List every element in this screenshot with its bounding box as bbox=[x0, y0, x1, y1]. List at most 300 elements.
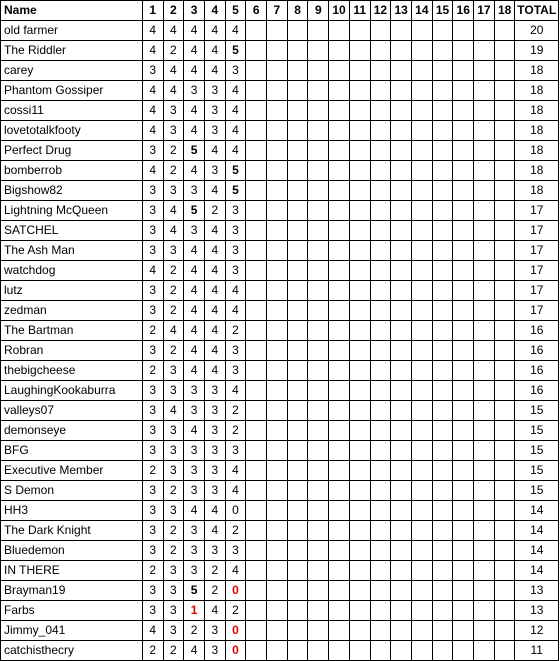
score-cell: 3 bbox=[225, 221, 246, 241]
empty-score-cell bbox=[349, 341, 370, 361]
total-cell: 15 bbox=[515, 401, 559, 421]
score-cell: 4 bbox=[204, 361, 225, 381]
header-hole-8: 8 bbox=[287, 1, 308, 21]
table-row bbox=[1, 41, 559, 61]
empty-score-cell bbox=[474, 241, 495, 261]
score-cell: 3 bbox=[142, 201, 163, 221]
score-cell: 4 bbox=[184, 301, 205, 321]
empty-score-cell bbox=[267, 641, 288, 661]
table-row bbox=[1, 361, 559, 381]
player-name: LaughingKookaburra bbox=[1, 381, 143, 401]
empty-score-cell bbox=[349, 461, 370, 481]
score-cell: 4 bbox=[163, 21, 184, 41]
empty-score-cell bbox=[453, 501, 474, 521]
empty-score-cell bbox=[329, 441, 350, 461]
empty-score-cell bbox=[391, 541, 412, 561]
score-cell: 3 bbox=[225, 261, 246, 281]
score-cell: 2 bbox=[142, 561, 163, 581]
empty-score-cell bbox=[287, 321, 308, 341]
empty-score-cell bbox=[267, 601, 288, 621]
score-cell: 3 bbox=[142, 501, 163, 521]
empty-score-cell bbox=[411, 321, 432, 341]
total-cell: 18 bbox=[515, 61, 559, 81]
total-cell: 17 bbox=[515, 221, 559, 241]
empty-score-cell bbox=[370, 341, 391, 361]
score-cell: 4 bbox=[163, 61, 184, 81]
score-cell: 3 bbox=[163, 241, 184, 261]
empty-score-cell bbox=[411, 161, 432, 181]
empty-score-cell bbox=[411, 261, 432, 281]
empty-score-cell bbox=[494, 461, 515, 481]
score-cell: 2 bbox=[142, 461, 163, 481]
score-cell: 3 bbox=[225, 61, 246, 81]
score-cell: 3 bbox=[184, 181, 205, 201]
empty-score-cell bbox=[267, 561, 288, 581]
table-row bbox=[1, 501, 559, 521]
empty-score-cell bbox=[329, 61, 350, 81]
score-cell: 3 bbox=[225, 441, 246, 461]
score-cell: 3 bbox=[225, 361, 246, 381]
empty-score-cell bbox=[474, 321, 495, 341]
player-name: The Ash Man bbox=[1, 241, 143, 261]
empty-score-cell bbox=[494, 41, 515, 61]
empty-score-cell bbox=[432, 641, 453, 661]
table-row bbox=[1, 621, 559, 641]
header-hole-4: 4 bbox=[204, 1, 225, 21]
score-cell: 4 bbox=[142, 261, 163, 281]
empty-score-cell bbox=[308, 221, 329, 241]
empty-score-cell bbox=[349, 441, 370, 461]
empty-score-cell bbox=[308, 381, 329, 401]
header-hole-12: 12 bbox=[370, 1, 391, 21]
score-cell: 4 bbox=[163, 401, 184, 421]
empty-score-cell bbox=[494, 481, 515, 501]
score-cell: 4 bbox=[225, 21, 246, 41]
score-cell: 4 bbox=[142, 21, 163, 41]
table-row bbox=[1, 181, 559, 201]
score-cell: 3 bbox=[163, 381, 184, 401]
score-cell: 0 bbox=[225, 501, 246, 521]
score-cell: 0 bbox=[225, 581, 246, 601]
empty-score-cell bbox=[308, 261, 329, 281]
score-cell: 3 bbox=[142, 481, 163, 501]
empty-score-cell bbox=[474, 101, 495, 121]
empty-score-cell bbox=[308, 361, 329, 381]
score-cell: 4 bbox=[225, 141, 246, 161]
score-cell: 4 bbox=[184, 161, 205, 181]
empty-score-cell bbox=[246, 241, 267, 261]
empty-score-cell bbox=[391, 161, 412, 181]
player-name: catchisthecry bbox=[1, 641, 143, 661]
header-hole-7: 7 bbox=[267, 1, 288, 21]
empty-score-cell bbox=[349, 101, 370, 121]
empty-score-cell bbox=[349, 401, 370, 421]
empty-score-cell bbox=[494, 501, 515, 521]
empty-score-cell bbox=[287, 481, 308, 501]
empty-score-cell bbox=[474, 261, 495, 281]
empty-score-cell bbox=[474, 501, 495, 521]
empty-score-cell bbox=[474, 221, 495, 241]
table-row bbox=[1, 241, 559, 261]
empty-score-cell bbox=[453, 401, 474, 421]
score-cell: 3 bbox=[142, 341, 163, 361]
empty-score-cell bbox=[391, 41, 412, 61]
empty-score-cell bbox=[391, 61, 412, 81]
total-cell: 15 bbox=[515, 421, 559, 441]
empty-score-cell bbox=[391, 641, 412, 661]
empty-score-cell bbox=[349, 141, 370, 161]
empty-score-cell bbox=[432, 601, 453, 621]
header-hole-5: 5 bbox=[225, 1, 246, 21]
player-name: Bigshow82 bbox=[1, 181, 143, 201]
empty-score-cell bbox=[494, 81, 515, 101]
player-name: BFG bbox=[1, 441, 143, 461]
empty-score-cell bbox=[267, 81, 288, 101]
score-cell: 3 bbox=[142, 281, 163, 301]
empty-score-cell bbox=[453, 461, 474, 481]
empty-score-cell bbox=[432, 41, 453, 61]
empty-score-cell bbox=[246, 401, 267, 421]
empty-score-cell bbox=[246, 341, 267, 361]
empty-score-cell bbox=[411, 561, 432, 581]
score-cell: 2 bbox=[204, 201, 225, 221]
empty-score-cell bbox=[391, 241, 412, 261]
empty-score-cell bbox=[370, 581, 391, 601]
empty-score-cell bbox=[308, 601, 329, 621]
empty-score-cell bbox=[453, 41, 474, 61]
empty-score-cell bbox=[267, 421, 288, 441]
empty-score-cell bbox=[308, 581, 329, 601]
table-body bbox=[1, 21, 559, 661]
player-name: Brayman19 bbox=[1, 581, 143, 601]
score-cell: 2 bbox=[225, 321, 246, 341]
empty-score-cell bbox=[474, 521, 495, 541]
empty-score-cell bbox=[308, 121, 329, 141]
empty-score-cell bbox=[267, 301, 288, 321]
empty-score-cell bbox=[329, 361, 350, 381]
empty-score-cell bbox=[329, 461, 350, 481]
empty-score-cell bbox=[411, 281, 432, 301]
empty-score-cell bbox=[474, 481, 495, 501]
empty-score-cell bbox=[370, 361, 391, 381]
empty-score-cell bbox=[453, 381, 474, 401]
empty-score-cell bbox=[370, 261, 391, 281]
empty-score-cell bbox=[391, 201, 412, 221]
empty-score-cell bbox=[246, 221, 267, 241]
score-cell: 4 bbox=[204, 281, 225, 301]
empty-score-cell bbox=[349, 361, 370, 381]
empty-score-cell bbox=[370, 121, 391, 141]
empty-score-cell bbox=[494, 441, 515, 461]
empty-score-cell bbox=[370, 421, 391, 441]
score-cell: 1 bbox=[184, 601, 205, 621]
score-cell: 3 bbox=[142, 301, 163, 321]
empty-score-cell bbox=[432, 101, 453, 121]
empty-score-cell bbox=[370, 281, 391, 301]
empty-score-cell bbox=[267, 521, 288, 541]
score-cell: 4 bbox=[142, 121, 163, 141]
score-cell: 3 bbox=[204, 481, 225, 501]
empty-score-cell bbox=[349, 601, 370, 621]
total-cell: 15 bbox=[515, 461, 559, 481]
empty-score-cell bbox=[287, 461, 308, 481]
header-hole-2: 2 bbox=[163, 1, 184, 21]
score-cell: 2 bbox=[163, 261, 184, 281]
score-cell: 4 bbox=[184, 241, 205, 261]
score-cell: 3 bbox=[225, 241, 246, 261]
empty-score-cell bbox=[391, 481, 412, 501]
empty-score-cell bbox=[411, 221, 432, 241]
score-cell: 4 bbox=[204, 41, 225, 61]
score-cell: 3 bbox=[184, 461, 205, 481]
score-cell: 3 bbox=[163, 561, 184, 581]
empty-score-cell bbox=[474, 281, 495, 301]
empty-score-cell bbox=[349, 21, 370, 41]
empty-score-cell bbox=[267, 241, 288, 261]
empty-score-cell bbox=[494, 641, 515, 661]
empty-score-cell bbox=[432, 241, 453, 261]
score-cell: 3 bbox=[142, 541, 163, 561]
empty-score-cell bbox=[411, 601, 432, 621]
score-cell: 4 bbox=[184, 341, 205, 361]
empty-score-cell bbox=[329, 401, 350, 421]
empty-score-cell bbox=[494, 581, 515, 601]
score-cell: 3 bbox=[142, 241, 163, 261]
score-cell: 4 bbox=[184, 361, 205, 381]
empty-score-cell bbox=[494, 561, 515, 581]
score-cell: 3 bbox=[204, 461, 225, 481]
empty-score-cell bbox=[267, 101, 288, 121]
empty-score-cell bbox=[391, 341, 412, 361]
empty-score-cell bbox=[391, 621, 412, 641]
empty-score-cell bbox=[246, 501, 267, 521]
total-cell: 11 bbox=[515, 641, 559, 661]
header-hole-15: 15 bbox=[432, 1, 453, 21]
empty-score-cell bbox=[411, 581, 432, 601]
score-cell: 4 bbox=[204, 61, 225, 81]
empty-score-cell bbox=[287, 581, 308, 601]
empty-score-cell bbox=[391, 261, 412, 281]
empty-score-cell bbox=[370, 601, 391, 621]
empty-score-cell bbox=[494, 401, 515, 421]
empty-score-cell bbox=[308, 21, 329, 41]
total-cell: 16 bbox=[515, 321, 559, 341]
empty-score-cell bbox=[267, 221, 288, 241]
total-cell: 18 bbox=[515, 101, 559, 121]
player-name: cossi11 bbox=[1, 101, 143, 121]
empty-score-cell bbox=[474, 421, 495, 441]
empty-score-cell bbox=[453, 221, 474, 241]
total-cell: 20 bbox=[515, 21, 559, 41]
score-cell: 4 bbox=[204, 341, 225, 361]
score-cell: 4 bbox=[184, 421, 205, 441]
empty-score-cell bbox=[329, 421, 350, 441]
empty-score-cell bbox=[308, 81, 329, 101]
empty-score-cell bbox=[267, 541, 288, 561]
empty-score-cell bbox=[411, 21, 432, 41]
player-name: old farmer bbox=[1, 21, 143, 41]
empty-score-cell bbox=[349, 561, 370, 581]
empty-score-cell bbox=[329, 541, 350, 561]
total-cell: 18 bbox=[515, 161, 559, 181]
empty-score-cell bbox=[329, 501, 350, 521]
empty-score-cell bbox=[246, 181, 267, 201]
score-cell: 5 bbox=[225, 161, 246, 181]
empty-score-cell bbox=[308, 461, 329, 481]
player-name: thebigcheese bbox=[1, 361, 143, 381]
score-cell: 3 bbox=[163, 581, 184, 601]
empty-score-cell bbox=[370, 461, 391, 481]
empty-score-cell bbox=[370, 501, 391, 521]
empty-score-cell bbox=[349, 41, 370, 61]
empty-score-cell bbox=[370, 381, 391, 401]
score-cell: 2 bbox=[184, 621, 205, 641]
empty-score-cell bbox=[370, 561, 391, 581]
empty-score-cell bbox=[453, 441, 474, 461]
empty-score-cell bbox=[329, 121, 350, 141]
score-cell: 3 bbox=[163, 421, 184, 441]
empty-score-cell bbox=[267, 441, 288, 461]
empty-score-cell bbox=[308, 281, 329, 301]
total-cell: 17 bbox=[515, 301, 559, 321]
empty-score-cell bbox=[432, 181, 453, 201]
empty-score-cell bbox=[411, 381, 432, 401]
empty-score-cell bbox=[246, 561, 267, 581]
table-row bbox=[1, 61, 559, 81]
empty-score-cell bbox=[391, 581, 412, 601]
empty-score-cell bbox=[494, 341, 515, 361]
empty-score-cell bbox=[411, 181, 432, 201]
score-cell: 2 bbox=[163, 141, 184, 161]
empty-score-cell bbox=[432, 381, 453, 401]
score-cell: 2 bbox=[225, 401, 246, 421]
score-cell: 3 bbox=[142, 141, 163, 161]
empty-score-cell bbox=[349, 521, 370, 541]
empty-score-cell bbox=[411, 541, 432, 561]
total-cell: 17 bbox=[515, 241, 559, 261]
empty-score-cell bbox=[370, 241, 391, 261]
score-cell: 4 bbox=[163, 81, 184, 101]
table-row bbox=[1, 561, 559, 581]
score-cell: 2 bbox=[225, 521, 246, 541]
empty-score-cell bbox=[349, 221, 370, 241]
empty-score-cell bbox=[411, 521, 432, 541]
empty-score-cell bbox=[246, 381, 267, 401]
score-cell: 3 bbox=[163, 361, 184, 381]
score-cell: 4 bbox=[225, 561, 246, 581]
empty-score-cell bbox=[329, 641, 350, 661]
score-cell: 4 bbox=[142, 621, 163, 641]
empty-score-cell bbox=[246, 461, 267, 481]
empty-score-cell bbox=[370, 321, 391, 341]
score-cell: 4 bbox=[142, 81, 163, 101]
score-cell: 0 bbox=[225, 641, 246, 661]
empty-score-cell bbox=[453, 181, 474, 201]
empty-score-cell bbox=[308, 421, 329, 441]
empty-score-cell bbox=[267, 141, 288, 161]
score-cell: 2 bbox=[204, 561, 225, 581]
empty-score-cell bbox=[246, 301, 267, 321]
empty-score-cell bbox=[432, 361, 453, 381]
score-cell: 2 bbox=[163, 341, 184, 361]
empty-score-cell bbox=[453, 301, 474, 321]
score-cell: 2 bbox=[163, 521, 184, 541]
empty-score-cell bbox=[267, 41, 288, 61]
total-cell: 18 bbox=[515, 181, 559, 201]
score-cell: 3 bbox=[204, 81, 225, 101]
score-cell: 4 bbox=[204, 501, 225, 521]
score-cell: 4 bbox=[163, 221, 184, 241]
header-hole-18: 18 bbox=[494, 1, 515, 21]
empty-score-cell bbox=[246, 201, 267, 221]
score-cell: 3 bbox=[163, 621, 184, 641]
empty-score-cell bbox=[411, 401, 432, 421]
score-cell: 3 bbox=[225, 541, 246, 561]
header-hole-3: 3 bbox=[184, 1, 205, 21]
empty-score-cell bbox=[329, 301, 350, 321]
empty-score-cell bbox=[267, 461, 288, 481]
empty-score-cell bbox=[474, 161, 495, 181]
empty-score-cell bbox=[370, 481, 391, 501]
empty-score-cell bbox=[432, 21, 453, 41]
empty-score-cell bbox=[349, 121, 370, 141]
total-cell: 18 bbox=[515, 141, 559, 161]
empty-score-cell bbox=[246, 101, 267, 121]
empty-score-cell bbox=[287, 341, 308, 361]
empty-score-cell bbox=[411, 81, 432, 101]
score-cell: 4 bbox=[225, 481, 246, 501]
empty-score-cell bbox=[246, 81, 267, 101]
table-row bbox=[1, 101, 559, 121]
empty-score-cell bbox=[453, 101, 474, 121]
score-cell: 2 bbox=[163, 481, 184, 501]
empty-score-cell bbox=[411, 301, 432, 321]
empty-score-cell bbox=[246, 261, 267, 281]
table-row bbox=[1, 281, 559, 301]
empty-score-cell bbox=[287, 201, 308, 221]
empty-score-cell bbox=[370, 521, 391, 541]
score-cell: 4 bbox=[184, 101, 205, 121]
empty-score-cell bbox=[432, 521, 453, 541]
empty-score-cell bbox=[432, 261, 453, 281]
table-row bbox=[1, 421, 559, 441]
empty-score-cell bbox=[370, 101, 391, 121]
total-cell: 18 bbox=[515, 81, 559, 101]
score-cell: 5 bbox=[184, 141, 205, 161]
empty-score-cell bbox=[474, 301, 495, 321]
empty-score-cell bbox=[391, 21, 412, 41]
score-cell: 3 bbox=[163, 121, 184, 141]
score-cell: 3 bbox=[225, 341, 246, 361]
empty-score-cell bbox=[329, 281, 350, 301]
table-row bbox=[1, 441, 559, 461]
total-cell: 16 bbox=[515, 381, 559, 401]
score-cell: 4 bbox=[225, 281, 246, 301]
empty-score-cell bbox=[474, 201, 495, 221]
empty-score-cell bbox=[287, 521, 308, 541]
empty-score-cell bbox=[494, 141, 515, 161]
player-name: Farbs bbox=[1, 601, 143, 621]
empty-score-cell bbox=[287, 641, 308, 661]
empty-score-cell bbox=[308, 541, 329, 561]
empty-score-cell bbox=[494, 21, 515, 41]
score-cell: 0 bbox=[225, 621, 246, 641]
empty-score-cell bbox=[246, 321, 267, 341]
empty-score-cell bbox=[287, 181, 308, 201]
empty-score-cell bbox=[308, 401, 329, 421]
empty-score-cell bbox=[246, 441, 267, 461]
empty-score-cell bbox=[349, 621, 370, 641]
